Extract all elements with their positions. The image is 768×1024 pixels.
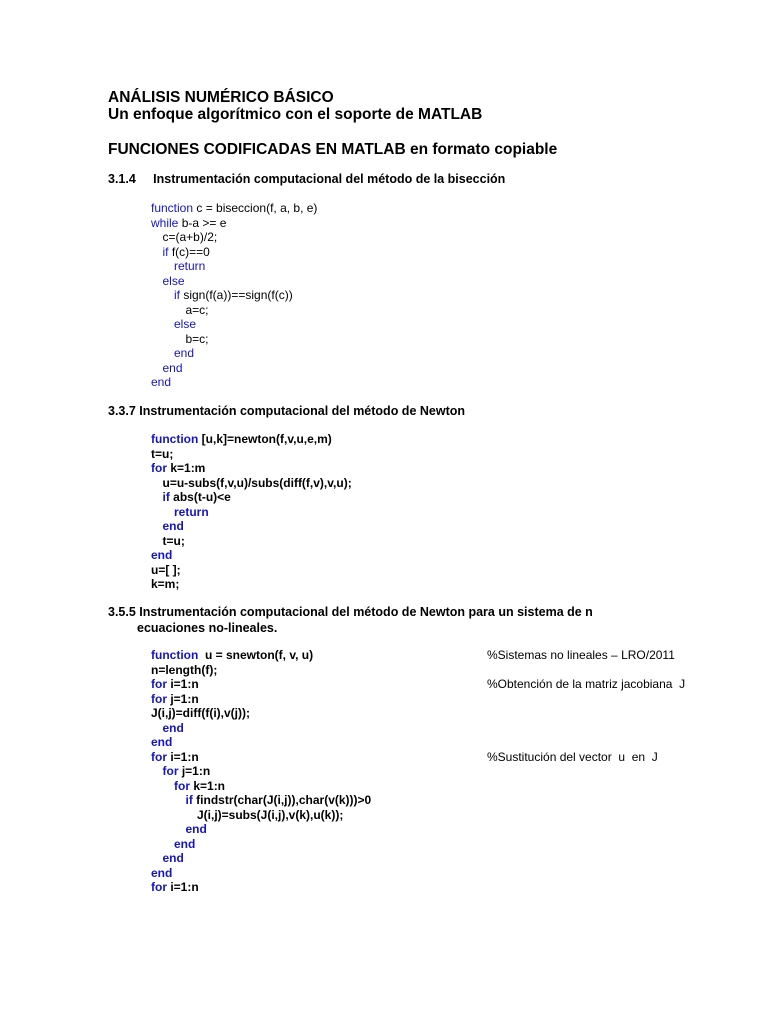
code-line [174,779,225,794]
code-keyword: end [174,836,196,851]
code-text: findstr(char(J(i,j)),char(v(k)))>0 [192,793,372,807]
code-line [163,230,218,245]
code-line [151,750,199,765]
code-line [174,346,194,361]
code-text: sign(f(a))==sign(f(c)) [180,288,293,302]
code-line [163,361,183,376]
code-keyword: end [162,720,184,735]
code-keyword: else [174,317,197,331]
code-line [163,519,184,534]
code-line [174,505,209,520]
code-text: c=(a+b)/2; [162,230,218,244]
code-keyword: else [162,273,185,288]
code-line [163,490,231,505]
code-line [151,548,172,563]
code-keyword: end [151,548,173,562]
code-line [151,447,173,462]
code-line [186,822,207,837]
code-text: u = snewton(f, v, u) [198,648,314,662]
code-keyword: end [185,822,207,836]
code-keyword: for [151,749,167,764]
code-keyword: if [174,288,180,302]
code-line [151,216,226,231]
code-line [151,663,217,678]
code-text: j=1:n [167,691,199,706]
code-line [151,577,179,592]
code-line [186,793,372,808]
code-line [151,706,250,721]
code-line [151,375,171,390]
code-keyword: end [162,360,183,375]
code-text: i=1:n [167,880,199,894]
code-text: t=u; [151,446,174,461]
code-line [186,303,209,318]
code-text: u=u-subs(f,v,u)/subs(diff(f,v),v,u); [162,475,352,490]
section-heading-newton: 3.3.7 Instrumentación computacional del método de Newton [108,404,466,418]
code-line [151,461,205,476]
code-keyword: if [162,490,170,504]
code-text: abs(t-u)<e [169,490,231,504]
code-line [151,677,199,692]
code-line [174,288,293,303]
code-line [151,201,317,216]
code-text: j=1:n [178,764,211,778]
code-text: [u,k]=newton(f,v,u,e,m) [198,432,332,446]
code-line [197,808,343,823]
code-line [163,476,352,491]
code-keyword: for [151,461,167,475]
code-text: c = biseccion(f, a, b, e) [193,201,318,215]
code-keyword: return [174,504,209,519]
code-keyword: return [174,259,206,273]
code-line [163,245,210,260]
code-keyword: end [162,851,184,865]
code-comment: %Sistemas no lineales – LRO/2011 [487,648,675,662]
code-text: i=1:n [167,749,199,764]
code-line [151,692,199,707]
code-keyword: if [162,244,169,259]
code-text: f(c)==0 [168,244,210,259]
code-keyword: end [174,346,195,360]
code-text: u=[ ]; [151,562,181,577]
code-text: k=1:n [190,778,226,793]
code-keyword: for [151,691,167,706]
code-line [151,880,199,895]
code-keyword: function [151,432,199,446]
code-text: t=u; [162,533,185,548]
document-subtitle: Un enfoque algorítmico con el soporte de MATLAB [108,106,483,123]
code-line [174,259,205,274]
section-heading-snewton: 3.5.5 Instrumentación computacional del método de Newton para un sistema de n [108,605,593,619]
code-line [163,851,184,866]
code-line [174,317,196,332]
code-text: i=1:n [167,677,199,691]
code-keyword: function [151,201,194,215]
code-keyword: end [151,735,173,749]
code-text: J(i,j)=diff(f(i),v(j)); [151,706,250,720]
code-keyword: end [162,519,184,533]
code-text: a=c; [185,302,209,317]
code-line [163,764,211,779]
code-keyword: for [162,764,179,778]
functions-heading: FUNCIONES CODIFICADAS EN MATLAB en formato copiable [108,141,558,158]
code-line [151,735,172,750]
code-text: J(i,j)=subs(J(i,j),v(k),u(k)); [197,807,344,822]
section-heading-biseccion: 3.1.4 Instrumentación computacional del método de la bisección [108,172,506,186]
code-comment: %Obtención de la matriz jacobiana J [487,677,686,691]
code-text: k=1:m [167,461,206,475]
code-line [174,837,195,852]
code-keyword: end [151,375,172,389]
code-line [151,866,172,881]
code-keyword: for [151,880,167,894]
code-keyword: for [151,677,167,691]
document-title: ANÁLISIS NUMÉRICO BÁSICO [108,89,334,106]
code-keyword: while [151,215,179,230]
code-line [151,432,332,447]
code-keyword: if [185,793,193,807]
section-heading-snewton-line2: ecuaciones no-lineales. [137,621,278,635]
code-keyword: function [151,648,199,662]
code-text: n=length(f); [151,662,218,677]
code-line [163,274,185,289]
code-text: b=c; [185,331,209,346]
code-line [163,721,184,736]
code-keyword: end [151,865,173,880]
code-text: k=m; [151,577,180,591]
code-keyword: for [174,778,190,793]
code-comment: %Sustitución del vector u en J [487,749,658,764]
code-line [163,534,185,549]
code-line [151,563,181,578]
code-line [151,648,313,663]
code-text: b-a >= e [178,215,227,230]
code-line [186,332,209,347]
